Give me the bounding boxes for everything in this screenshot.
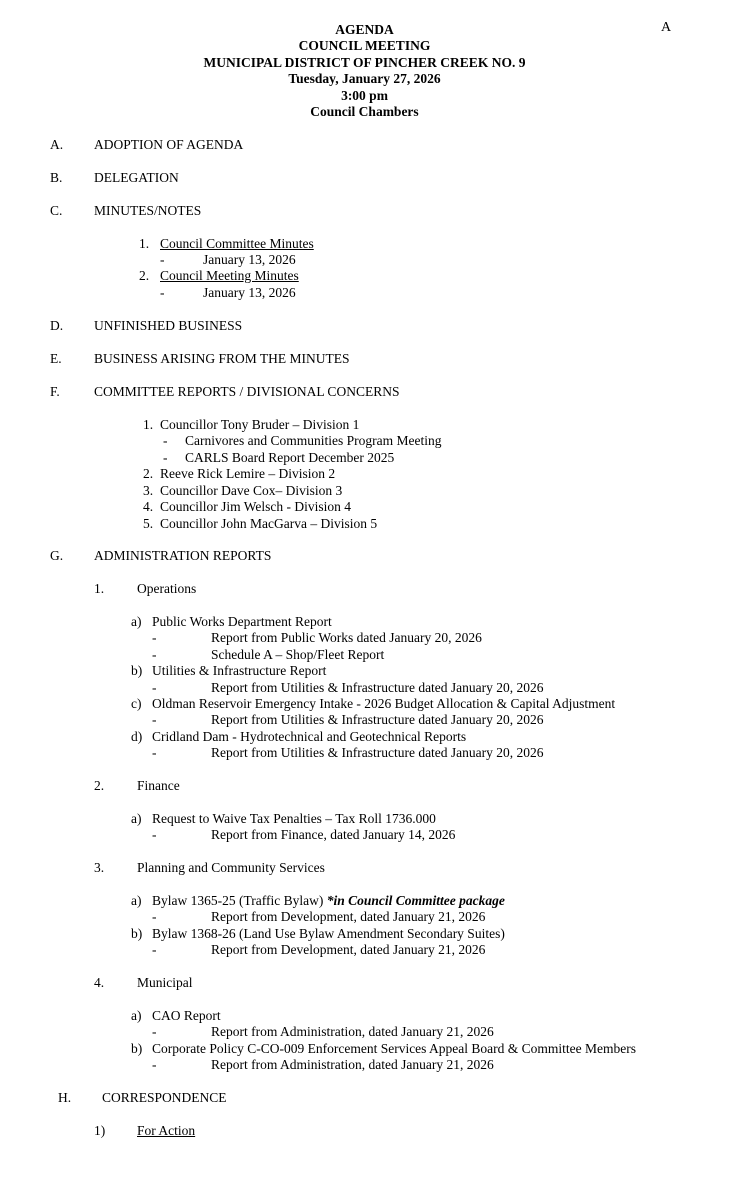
item-letter: b)	[131, 926, 143, 941]
sub-dash: -	[152, 942, 157, 957]
sub-item: Report from Development, dated January 21, 2026	[211, 909, 486, 924]
sub-item: Report from Administration, dated January 21, 2026	[211, 1057, 494, 1072]
item-number: 1.	[143, 417, 154, 432]
for-action-link[interactable]: For Action	[137, 1123, 196, 1138]
report-title: Request to Waive Tax Penalties – Tax Roll 1736.000	[152, 811, 436, 826]
report-title: Utilities & Infrastructure Report	[152, 663, 327, 678]
committee-report-item: Councillor Jim Welsch - Division 4	[160, 499, 352, 514]
sub-item: Report from Utilities & Infrastructure dated January 20, 2026	[211, 680, 544, 695]
header-meeting: COUNCIL MEETING	[298, 38, 431, 53]
item-letter: d)	[131, 729, 143, 744]
sub-dash: -	[160, 285, 165, 300]
report-title: Oldman Reservoir Emergency Intake - 2026 Budget Allocation & Capital Adjustment	[152, 696, 616, 711]
item-number: 2.	[139, 268, 150, 283]
subsection-number: 4.	[94, 975, 105, 990]
minutes-meeting-link[interactable]: Council Meeting Minutes	[160, 268, 299, 283]
subsection-title: Operations	[137, 581, 197, 596]
section-title: MINUTES/NOTES	[94, 203, 202, 218]
item-number: 1.	[139, 236, 150, 251]
page-marker: A	[661, 20, 672, 35]
sub-dash: -	[152, 680, 157, 695]
sub-item: January 13, 2026	[203, 285, 296, 300]
sub-dash: -	[152, 1057, 157, 1072]
item-letter: b)	[131, 1041, 143, 1056]
sub-dash: -	[152, 909, 157, 924]
section-letter: A.	[50, 137, 64, 152]
item-number: 3.	[143, 483, 154, 498]
section-title: COMMITTEE REPORTS / DIVISIONAL CONCERNS	[94, 384, 400, 399]
sub-item: CARLS Board Report December 2025	[185, 450, 395, 465]
section-title: UNFINISHED BUSINESS	[94, 318, 243, 333]
report-title: Bylaw 1368-26 (Land Use Bylaw Amendment Secondary Suites)	[152, 926, 505, 941]
sub-dash: -	[152, 827, 157, 842]
sub-dash: -	[152, 745, 157, 760]
subsection-number: 2.	[94, 778, 105, 793]
section-title: CORRESPONDENCE	[102, 1090, 227, 1105]
section-letter: F.	[50, 384, 60, 399]
sub-dash: -	[152, 1024, 157, 1039]
committee-report-item: Reeve Rick Lemire – Division 2	[160, 466, 336, 481]
section-letter: E.	[50, 351, 62, 366]
section-title: DELEGATION	[94, 170, 179, 185]
subsection-number: 1.	[94, 581, 105, 596]
committee-report-item: Councillor John MacGarva – Division 5	[160, 516, 378, 531]
sub-item: Report from Finance, dated January 14, 2026	[211, 827, 456, 842]
item-number: 1)	[94, 1123, 106, 1138]
subsection-title: Planning and Community Services	[137, 860, 325, 875]
header-title: AGENDA	[335, 22, 394, 37]
sub-item: Report from Utilities & Infrastructure dated January 20, 2026	[211, 712, 544, 727]
header-district: MUNICIPAL DISTRICT OF PINCHER CREEK NO. 9	[203, 55, 526, 70]
section-letter: H.	[58, 1090, 72, 1105]
sub-dash: -	[152, 712, 157, 727]
committee-report-item: Councillor Dave Cox– Division 3	[160, 483, 343, 498]
report-title: CAO Report	[152, 1008, 221, 1023]
item-letter: a)	[131, 893, 142, 908]
sub-dash: -	[160, 252, 165, 267]
sub-item: Carnivores and Communities Program Meeting	[185, 433, 442, 448]
item-number: 4.	[143, 499, 154, 514]
sub-dash: -	[163, 433, 168, 448]
sub-item: January 13, 2026	[203, 252, 296, 267]
report-title-text: Bylaw 1365-25 (Traffic Bylaw)	[152, 893, 327, 908]
report-title	[152, 893, 505, 909]
item-letter: a)	[131, 614, 142, 629]
section-letter: D.	[50, 318, 64, 333]
report-title: Public Works Department Report	[152, 614, 332, 629]
sub-item: Report from Utilities & Infrastructure dated January 20, 2026	[211, 745, 544, 760]
item-number: 2.	[143, 466, 154, 481]
report-title: Corporate Policy C-CO-009 Enforcement Services Appeal Board & Committee Members	[152, 1041, 637, 1056]
section-title: ADOPTION OF AGENDA	[94, 137, 244, 152]
sub-dash: -	[163, 450, 168, 465]
section-letter: G.	[50, 548, 64, 563]
item-letter: b)	[131, 663, 143, 678]
package-note: *in Council Committee package	[326, 893, 505, 908]
item-letter: a)	[131, 1008, 142, 1023]
item-letter: a)	[131, 811, 142, 826]
subsection-title: Municipal	[137, 975, 193, 990]
section-letter: B.	[50, 170, 63, 185]
sub-item: Schedule A – Shop/Fleet Report	[211, 647, 385, 662]
item-letter: c)	[131, 696, 142, 711]
sub-item: Report from Administration, dated January 21, 2026	[211, 1024, 494, 1039]
committee-report-item: Councillor Tony Bruder – Division 1	[160, 417, 360, 432]
sub-item: Report from Public Works dated January 20, 2026	[211, 630, 482, 645]
sub-dash: -	[152, 647, 157, 662]
header-date: Tuesday, January 27, 2026	[288, 71, 441, 86]
minutes-committee-link[interactable]: Council Committee Minutes	[160, 236, 314, 251]
subsection-number: 3.	[94, 860, 105, 875]
header-location: Council Chambers	[310, 104, 419, 119]
subsection-title: Finance	[137, 778, 180, 793]
sub-item: Report from Development, dated January 21, 2026	[211, 942, 486, 957]
item-number: 5.	[143, 516, 154, 531]
section-title: ADMINISTRATION REPORTS	[94, 548, 272, 563]
header-time: 3:00 pm	[341, 88, 388, 103]
sub-dash: -	[152, 630, 157, 645]
section-letter: C.	[50, 203, 63, 218]
section-title: BUSINESS ARISING FROM THE MINUTES	[94, 351, 350, 366]
report-title: Cridland Dam - Hydrotechnical and Geotechnical Reports	[152, 729, 467, 744]
